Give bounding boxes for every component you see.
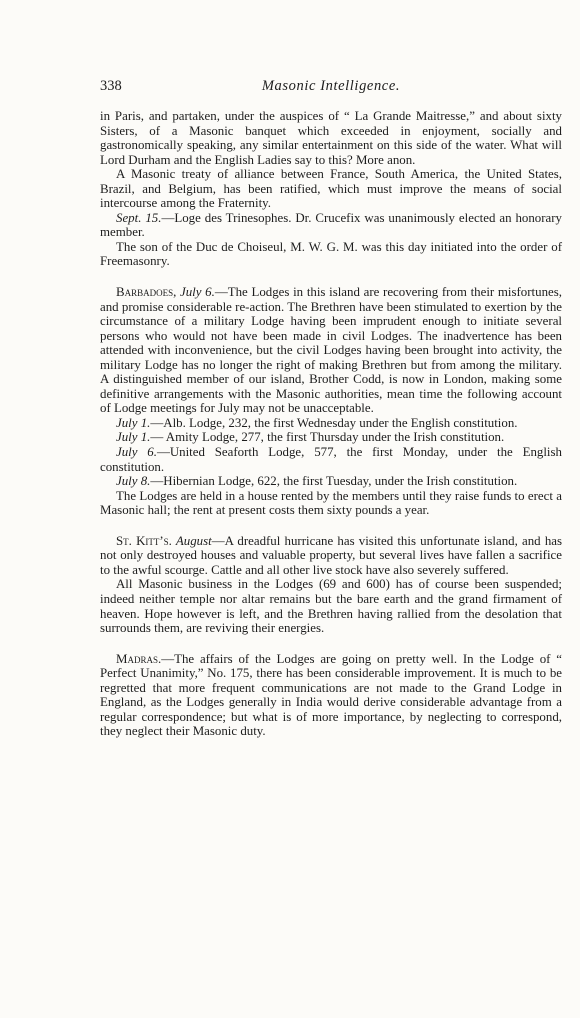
- lodge-entry: [100, 416, 562, 431]
- paragraph-text: —The Lodges in this island are recovering from their misfortunes, and promise considerable re-action. The Brethren have been stimulated to exertion by the circumstance of a military Lodge having been imprudent enough to initiate several persons who would not have been made in civil Lodges. The inadvertence has been attended with inconvenience, but the civil Lodges having been brought into activity, the military Lodge has no longer the right of making Brethren but from among the military. A distinguished member of our island, Brother Codd, is now in London, making some definitive arrangements with the Masonic authorities, mean time the following account of Lodge meetings for July may not be unacceptable.: [100, 285, 562, 416]
- date-lead: July 1.: [116, 430, 151, 445]
- paragraph: [100, 211, 562, 240]
- date-lead: July 1.: [116, 415, 151, 430]
- paragraph: [100, 167, 562, 211]
- date-lead: July 8.: [116, 474, 151, 489]
- date-lead: July 6.: [176, 285, 215, 300]
- paragraph-text: —Hibernian Lodge, 622, the first Tuesday, under the Irish constitution.: [150, 474, 518, 489]
- paragraph: [100, 577, 562, 635]
- paragraph-text: —A dreadful hurricane has visited this unfortunate island, and has not only destroyed houses and valuable property, but several lives have fallen a sacrifice to the awful scourge. Cattle and all other live stock have also severely suffered.: [100, 533, 562, 577]
- paragraph: [100, 240, 562, 269]
- running-title: Masonic Intelligence.: [261, 78, 401, 94]
- article-body: [100, 109, 562, 739]
- paragraph: [100, 109, 562, 167]
- section-barbadoes: [100, 285, 562, 416]
- paragraph-text: The Lodges are held in a house rented by the members until they raise funds to erect a Masonic hall; the rent at present costs them sixty pounds a year.: [100, 488, 562, 518]
- section-heading: Madras.: [116, 651, 162, 666]
- running-header: [100, 78, 562, 95]
- paragraph-text: —Alb. Lodge, 232, the first Wednesday under the English constitution.: [150, 415, 518, 430]
- paragraph-text: The son of the Duc de Choiseul, M. W. G. M. was this day initiated into the order of Freemasonry.: [100, 239, 562, 269]
- paragraph: [100, 489, 562, 518]
- section-madras: [100, 652, 562, 739]
- paragraph-text: in Paris, and partaken, under the auspices of “ La Grande Maitresse,” and about sixty Sisters, of a Masonic banquet which exceeded in enjoyment, socially and gastronomically speaking, any similar entertainment on this side of the water. What will Lord Durham and the English Ladies say to this? More anon.: [100, 109, 562, 167]
- paragraph-text: A Masonic treaty of alliance between France, South America, the United States, Brazil, and Belgium, has been ratified, which must improve the means of social intercourse among the Fraternity.: [100, 167, 562, 211]
- section-heading: St. Kitt’s.: [116, 533, 172, 548]
- section-st-kitts: [100, 534, 562, 578]
- lodge-entry: [100, 445, 562, 474]
- lodge-entry: [100, 474, 562, 489]
- page-number: 338: [100, 78, 122, 94]
- paragraph-text: —The affairs of the Lodges are going on pretty well. In the Lodge of “ Perfect Unanimity,” No. 175, there has been considerable improvement. It is much to be regretted that more frequent communications are not made to the Grand Lodge in England, as the Lodges generally in India would derive considerable advantage from a regular correspondence; but what is of more importance, by neglecting to correspond, they neglect their Masonic duty.: [100, 651, 562, 739]
- date-lead: August: [171, 533, 212, 548]
- paragraph-text: —Loge des Trinesophes. Dr. Crucefix was unanimously elected an honorary member.: [100, 210, 562, 240]
- date-lead: Sept. 15.: [116, 210, 162, 225]
- paragraph-text: —United Seaforth Lodge, 577, the first Monday, under the English constitution.: [100, 445, 562, 474]
- section-heading: Barbadoes,: [116, 285, 177, 300]
- paragraph-text: All Masonic business in the Lodges (69 and 600) has of course been suspended; indeed neither temple nor altar remains but the bare earth and the grand firmament of heaven. Hope however is left, and the Brethren having rallied from the desolation that surrounds them, are reviving their energies.: [100, 577, 562, 636]
- date-lead: July 6.: [116, 445, 157, 460]
- paragraph-text: — Amity Lodge, 277, the first Thursday under the Irish constitution.: [150, 430, 505, 445]
- lodge-entry: [100, 430, 562, 445]
